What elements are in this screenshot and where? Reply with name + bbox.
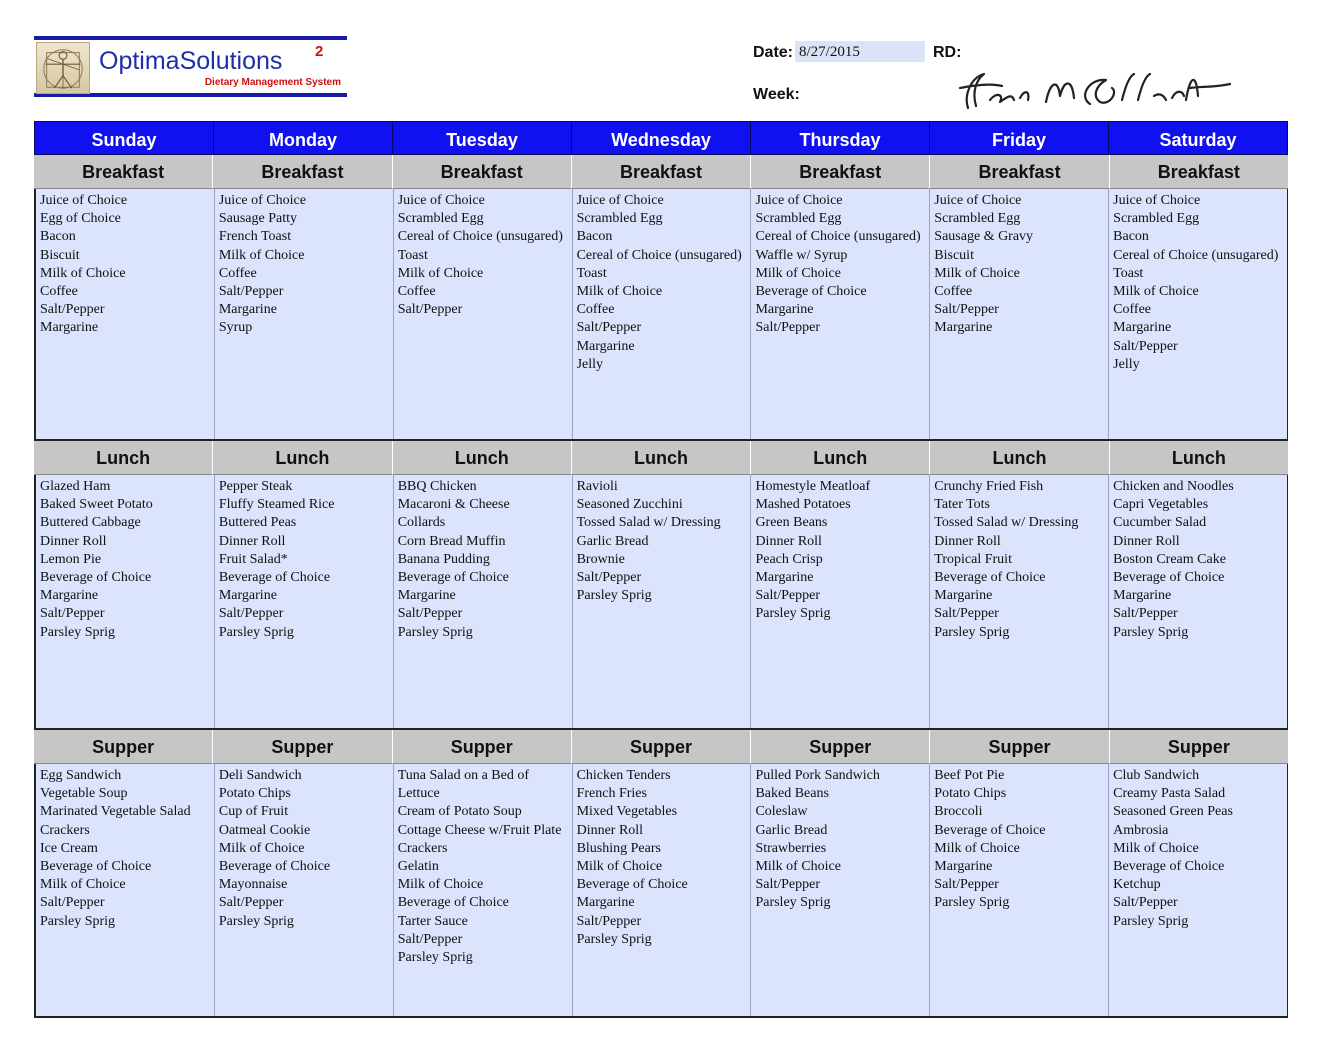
menu-item: Beverage of Choice [1113, 570, 1225, 586]
menu-item: Buttered Cabbage [40, 515, 141, 531]
menu-item: Scrambled Egg [576, 211, 663, 227]
supper-cell-thursday [751, 764, 930, 1016]
menu-item: Tossed Salad w/ Dressing [576, 515, 721, 531]
menu-item: Biscuit [40, 247, 80, 263]
menu-item: Potato Chips [934, 786, 1007, 802]
menu-item: Milk of Choice [40, 265, 126, 281]
logo-title: OptimaSolutions [99, 47, 283, 75]
supper-header-monday: Supper [213, 730, 392, 764]
menu-item: Margarine [1113, 320, 1172, 336]
supper-header-sunday: Supper [34, 730, 213, 764]
menu-item: Baked Sweet Potato [40, 497, 153, 513]
menu-item-list [398, 478, 568, 642]
menu-item: Salt/Pepper [397, 931, 463, 947]
menu-item: Bacon [1113, 229, 1149, 245]
menu-item: Oatmeal Cookie [218, 822, 311, 838]
menu-item: Milk of Choice [40, 877, 126, 893]
menu-item: Syrup [218, 320, 253, 336]
menu-item: Parsley Sprig [40, 913, 116, 929]
menu-item: Crunchy Fried Fish [934, 479, 1044, 494]
menu-item: Tropical Fruit [934, 551, 1012, 567]
menu-item: Capri Vegetables [1113, 497, 1209, 513]
menu-item: Salt/Pepper [576, 913, 642, 929]
menu-item-list [934, 767, 1104, 913]
menu-item: Scrambled Egg [934, 211, 1021, 227]
menu-item: Dinner Roll [218, 533, 286, 549]
supper-cell-wednesday [573, 764, 752, 1016]
menu-item: Beverage of Choice [755, 284, 867, 300]
menu-item: Sausage & Gravy [934, 229, 1034, 245]
supper-header-saturday: Supper [1110, 730, 1288, 764]
menu-item: Chicken Tenders [576, 768, 671, 783]
breakfast-cell-sunday [36, 189, 215, 439]
menu-item: Coleslaw [755, 804, 808, 820]
menu-item: Pepper Steak [218, 479, 293, 494]
lunch-row [34, 475, 1288, 730]
menu-item: Broccoli [934, 804, 983, 820]
breakfast-header-row [34, 155, 1288, 189]
menu-item: Blushing Pears [576, 840, 661, 856]
menu-item: Seasoned Zucchini [576, 497, 683, 513]
menu-item: Milk of Choice [576, 859, 663, 875]
supper-cell-friday [930, 764, 1109, 1016]
menu-item: Salt/Pepper [218, 284, 284, 300]
menu-item-list [934, 478, 1104, 642]
menu-item: Margarine [1113, 588, 1172, 604]
menu-item: Parsley Sprig [755, 895, 831, 911]
menu-item: Toast [1113, 265, 1144, 281]
menu-item: Ketchup [1113, 877, 1161, 893]
menu-item: Beverage of Choice [218, 859, 331, 875]
lunch-cell-sunday [36, 475, 215, 728]
menu-item: Mashed Potatoes [755, 497, 851, 513]
menu-item-list [398, 767, 568, 967]
menu-item: Milk of Choice [576, 284, 663, 300]
menu-item: Dinner Roll [576, 822, 644, 838]
menu-item: Toast [397, 247, 428, 263]
menu-item: Margarine [576, 895, 635, 911]
menu-item: Boston Cream Cake [1113, 551, 1226, 567]
menu-item: Tuna Salad on a Bed of [397, 768, 530, 783]
menu-item: Toast [576, 265, 607, 281]
menu-item-list [40, 478, 210, 642]
menu-item: Margarine [40, 320, 99, 336]
breakfast-cell-saturday [1109, 189, 1287, 439]
menu-item: French Fries [576, 786, 647, 802]
menu-item: Green Beans [755, 515, 828, 531]
day-header-monday: Monday [214, 122, 393, 154]
menu-item: Parsley Sprig [934, 624, 1010, 640]
menu-item: Beverage of Choice [934, 570, 1046, 586]
breakfast-row [34, 189, 1288, 441]
menu-item: Salt/Pepper [934, 302, 999, 318]
menu-item: Coffee [40, 284, 78, 300]
menu-item: Milk of Choice [397, 877, 484, 893]
breakfast-cell-friday [930, 189, 1109, 439]
menu-item: Banana Pudding [397, 551, 490, 567]
menu-item: Salt/Pepper [218, 895, 284, 911]
menu-item: Mayonnaise [218, 877, 288, 893]
menu-item: Salt/Pepper [40, 302, 105, 318]
week-label: Week: [753, 86, 800, 103]
supper-cell-sunday [36, 764, 215, 1016]
menu-item: Salt/Pepper [1113, 338, 1178, 354]
menu-item-list [1113, 478, 1283, 642]
menu-item-list [755, 767, 925, 913]
menu-item: Coffee [1113, 302, 1151, 318]
menu-item: Tossed Salad w/ Dressing [934, 515, 1079, 531]
menu-item: Scrambled Egg [755, 211, 842, 227]
menu-item: Pulled Pork Sandwich [755, 768, 880, 783]
menu-item-list [398, 192, 568, 319]
menu-item: Milk of Choice [397, 265, 484, 281]
menu-item: Cereal of Choice (unsugared) [755, 229, 921, 245]
menu-item: Dinner Roll [1113, 533, 1180, 549]
menu-item: Dinner Roll [755, 533, 822, 549]
menu-item: Beverage of Choice [40, 570, 152, 586]
menu-item: Marinated Vegetable Salad [40, 804, 191, 820]
supper-row [34, 764, 1288, 1018]
lunch-header-row [34, 441, 1288, 475]
menu-item: Milk of Choice [934, 840, 1020, 856]
menu-item: Glazed Ham [40, 479, 111, 494]
menu-item: Parsley Sprig [1113, 624, 1189, 640]
menu-item-list [934, 192, 1104, 338]
menu-item: Margarine [218, 302, 277, 318]
menu-item-list [1113, 767, 1283, 931]
breakfast-header-thursday: Breakfast [751, 155, 930, 189]
day-header-thursday: Thursday [751, 122, 930, 154]
menu-item: Cream of Potato Soup [397, 804, 522, 820]
menu-item: Cereal of Choice (unsugared) [397, 229, 563, 245]
menu-item-list [40, 767, 210, 931]
breakfast-header-tuesday: Breakfast [393, 155, 572, 189]
menu-item: Bacon [40, 229, 76, 245]
menu-item: Vegetable Soup [40, 786, 128, 802]
menu-item: Parsley Sprig [755, 606, 831, 622]
breakfast-header-sunday: Breakfast [34, 155, 213, 189]
lunch-header-sunday: Lunch [34, 441, 213, 475]
menu-item: Parsley Sprig [576, 588, 652, 604]
menu-item: Margarine [934, 320, 993, 336]
menu-item-list [755, 192, 925, 338]
menu-item: French Toast [218, 229, 292, 245]
menu-item: Parsley Sprig [1113, 913, 1189, 929]
menu-item: Buttered Peas [218, 515, 297, 531]
menu-item: Margarine [934, 859, 993, 875]
supper-header-row [34, 730, 1288, 764]
menu-item: Margarine [755, 570, 814, 586]
menu-item-list [577, 192, 747, 374]
menu-item-list [1113, 192, 1283, 374]
menu-item: Margarine [218, 588, 277, 604]
menu-item: Milk of Choice [218, 247, 305, 263]
menu-item: Lemon Pie [40, 551, 102, 567]
breakfast-cell-thursday [751, 189, 930, 439]
menu-item: Parsley Sprig [934, 895, 1010, 911]
menu-item: Creamy Pasta Salad [1113, 786, 1226, 802]
menu-item-list [219, 192, 389, 338]
day-header-sunday: Sunday [35, 122, 214, 154]
vitruvian-man-icon [36, 42, 90, 94]
menu-item: Coffee [218, 265, 257, 281]
menu-item: Beef Pot Pie [934, 768, 1005, 783]
menu-item: Dinner Roll [934, 533, 1001, 549]
menu-item: Coffee [397, 284, 436, 300]
menu-item: Milk of Choice [1113, 840, 1199, 856]
menu-item: Beverage of Choice [576, 877, 688, 893]
menu-item: Egg Sandwich [40, 768, 122, 783]
menu-item: Juice of Choice [576, 193, 664, 208]
menu-item: Tarter Sauce [397, 913, 468, 929]
day-header-tuesday: Tuesday [393, 122, 572, 154]
breakfast-header-wednesday: Breakfast [572, 155, 751, 189]
menu-item: Salt/Pepper [755, 877, 820, 893]
menu-item: Tater Tots [934, 497, 991, 513]
lunch-cell-wednesday [573, 475, 752, 728]
menu-item: Margarine [40, 588, 99, 604]
menu-item: Lettuce [397, 786, 440, 802]
menu-item: Beverage of Choice [397, 895, 509, 911]
menu-item-list [40, 192, 210, 338]
menu-item: Beverage of Choice [397, 570, 509, 586]
menu-item: Baked Beans [755, 786, 829, 802]
menu-item: Margarine [397, 588, 456, 604]
menu-item: Fruit Salad* [218, 551, 288, 567]
supper-header-thursday: Supper [751, 730, 930, 764]
menu-item: Seasoned Green Peas [1113, 804, 1233, 820]
menu-item: Milk of Choice [755, 265, 841, 281]
menu-item: Salt/Pepper [218, 606, 284, 622]
menu-item: Collards [397, 515, 446, 531]
lunch-cell-friday [930, 475, 1109, 728]
supper-cell-saturday [1109, 764, 1287, 1016]
menu-item: Sausage Patty [218, 211, 298, 227]
breakfast-header-monday: Breakfast [213, 155, 392, 189]
date-field[interactable]: 8/27/2015 [795, 41, 925, 62]
menu-item: Salt/Pepper [576, 320, 642, 336]
breakfast-cell-tuesday [394, 189, 573, 439]
menu-item: Parsley Sprig [40, 624, 116, 640]
menu-item: Juice of Choice [397, 193, 485, 208]
menu-item: Milk of Choice [934, 265, 1020, 281]
rd-label: RD: [933, 44, 962, 61]
menu-item: Dinner Roll [40, 533, 107, 549]
company-logo [34, 36, 347, 97]
menu-item: Waffle w/ Syrup [755, 247, 848, 263]
menu-item-list [219, 478, 389, 642]
menu-item: Salt/Pepper [576, 570, 642, 586]
menu-item: Salt/Pepper [755, 588, 820, 604]
lunch-header-friday: Lunch [930, 441, 1109, 475]
date-label: Date: [753, 44, 794, 61]
menu-item: Milk of Choice [755, 859, 841, 875]
menu-item-list [577, 767, 747, 949]
menu-item: Juice of Choice [1113, 193, 1201, 208]
lunch-cell-tuesday [394, 475, 573, 728]
menu-item: Homestyle Meatloaf [755, 479, 871, 494]
menu-item: Biscuit [934, 247, 974, 263]
breakfast-cell-monday [215, 189, 394, 439]
day-header-row [34, 121, 1288, 155]
breakfast-header-saturday: Breakfast [1110, 155, 1288, 189]
menu-item: Scrambled Egg [397, 211, 484, 227]
menu-item: Beverage of Choice [934, 822, 1046, 838]
logo-subtitle: Dietary Management System [204, 77, 341, 88]
menu-item: Cottage Cheese w/Fruit Plate [397, 822, 562, 838]
day-header-friday: Friday [930, 122, 1109, 154]
lunch-header-wednesday: Lunch [572, 441, 751, 475]
lunch-header-monday: Lunch [213, 441, 392, 475]
menu-item: Garlic Bread [755, 822, 828, 838]
menu-item: Strawberries [755, 840, 827, 856]
menu-item: Scrambled Egg [1113, 211, 1200, 227]
menu-item: Beverage of Choice [40, 859, 152, 875]
menu-item: Jelly [576, 356, 604, 372]
menu-item: Salt/Pepper [934, 877, 999, 893]
weekly-menu-grid [34, 121, 1288, 1021]
lunch-header-thursday: Lunch [751, 441, 930, 475]
lunch-cell-saturday [1109, 475, 1287, 728]
menu-item: Cereal of Choice (unsugared) [576, 247, 742, 263]
lunch-header-saturday: Lunch [1110, 441, 1288, 475]
menu-item: Corn Bread Muffin [397, 533, 506, 549]
lunch-cell-monday [215, 475, 394, 728]
menu-item: Parsley Sprig [397, 624, 473, 640]
menu-item: Juice of Choice [755, 193, 843, 208]
menu-item: Fluffy Steamed Rice [218, 497, 335, 513]
menu-item: Parsley Sprig [397, 950, 473, 966]
menu-item: Cucumber Salad [1113, 515, 1207, 531]
menu-item: Ice Cream [40, 840, 98, 856]
menu-item: Juice of Choice [218, 193, 306, 208]
lunch-cell-thursday [751, 475, 930, 728]
logo-superscript: 2 [315, 43, 324, 60]
menu-item: Margarine [755, 302, 814, 318]
menu-item: Bacon [576, 229, 613, 245]
menu-item-list [577, 478, 747, 605]
menu-item: Juice of Choice [934, 193, 1022, 208]
menu-item: Salt/Pepper [934, 606, 999, 622]
menu-item: BBQ Chicken [397, 479, 477, 494]
breakfast-header-friday: Breakfast [930, 155, 1109, 189]
menu-item: Beverage of Choice [1113, 859, 1225, 875]
menu-item: Ambrosia [1113, 822, 1169, 838]
menu-item: Parsley Sprig [576, 931, 652, 947]
menu-item: Coffee [934, 284, 973, 300]
menu-item: Margarine [934, 588, 993, 604]
menu-item: Jelly [1113, 356, 1140, 372]
supper-cell-tuesday [394, 764, 573, 1016]
breakfast-cell-wednesday [573, 189, 752, 439]
menu-item-list [219, 767, 389, 931]
supper-header-wednesday: Supper [572, 730, 751, 764]
menu-item: Ravioli [576, 479, 618, 494]
menu-item: Club Sandwich [1113, 768, 1200, 783]
menu-item-list [755, 478, 925, 624]
day-header-saturday: Saturday [1159, 130, 1237, 150]
menu-item: Coffee [576, 302, 615, 318]
lunch-header-tuesday: Lunch [393, 441, 572, 475]
menu-item: Potato Chips [218, 786, 291, 802]
menu-item: Salt/Pepper [1113, 895, 1178, 911]
menu-item: Salt/Pepper [755, 320, 820, 336]
menu-item: Crackers [40, 822, 90, 838]
menu-item: Juice of Choice [40, 193, 128, 208]
menu-item: Gelatin [397, 859, 439, 875]
menu-item: Peach Crisp [755, 551, 823, 567]
menu-item: Crackers [397, 840, 448, 856]
menu-item: Cup of Fruit [218, 804, 289, 820]
menu-item: Milk of Choice [1113, 284, 1199, 300]
menu-item: Brownie [576, 551, 625, 567]
menu-item: Salt/Pepper [40, 606, 105, 622]
menu-item: Macaroni & Cheese [397, 497, 510, 513]
menu-item: Mixed Vegetables [576, 804, 678, 820]
menu-item: Milk of Choice [218, 840, 305, 856]
day-header-wednesday: Wednesday [572, 122, 751, 154]
supper-header-friday: Supper [930, 730, 1109, 764]
menu-item: Parsley Sprig [218, 624, 294, 640]
menu-item: Egg of Choice [40, 211, 121, 227]
menu-item: Garlic Bread [576, 533, 649, 549]
menu-item: Beverage of Choice [218, 570, 331, 586]
menu-item: Parsley Sprig [218, 913, 294, 929]
menu-item: Cereal of Choice (unsugared) [1113, 247, 1279, 263]
menu-item: Salt/Pepper [397, 302, 463, 318]
supper-header-tuesday: Supper [393, 730, 572, 764]
rd-signature [950, 66, 1240, 118]
menu-item: Margarine [576, 338, 635, 354]
menu-item: Deli Sandwich [218, 768, 302, 783]
menu-item: Chicken and Noodles [1113, 479, 1234, 494]
menu-item: Salt/Pepper [397, 606, 463, 622]
menu-item: Salt/Pepper [1113, 606, 1178, 622]
supper-cell-monday [215, 764, 394, 1016]
menu-item: Salt/Pepper [40, 895, 105, 911]
